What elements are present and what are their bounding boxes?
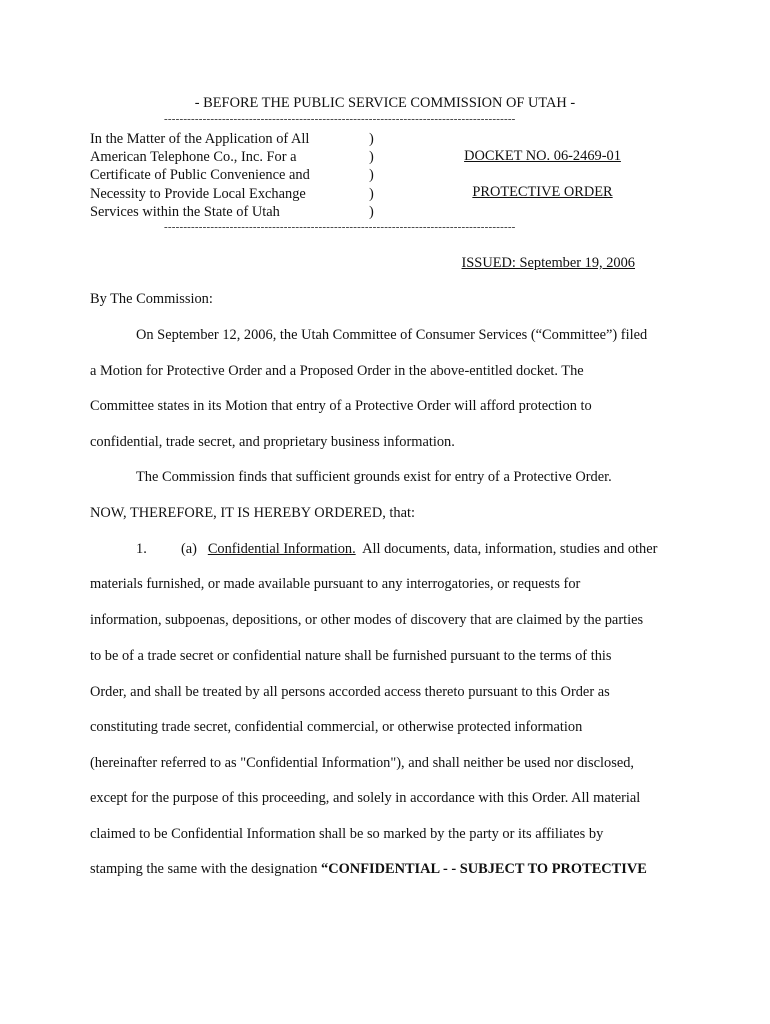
item-number: 1. <box>136 541 147 557</box>
item-first-rest: All documents, data, information, studies and other <box>355 541 658 557</box>
item-sub-label: (a) <box>181 541 197 557</box>
paragraph-line: information, subpoenas, depositions, or other modes of discovery that are claimed by the parties <box>90 612 644 628</box>
order-title: PROTECTIVE ORDER <box>472 184 613 200</box>
matter-caption <box>90 130 310 221</box>
matter-line: Services within the State of Utah <box>90 203 280 220</box>
item-heading: Confidential Information. <box>207 541 356 557</box>
commission-heading: - BEFORE THE PUBLIC SERVICE COMMISSION OF UTAH - <box>194 95 576 111</box>
docket-number: DOCKET NO. 06-2469-01 <box>464 148 621 164</box>
paren: ) <box>369 167 374 184</box>
paragraph-line: (hereinafter referred to as "Confidential Information"), and shall neither be used nor disclosed, <box>90 755 635 771</box>
paragraph-line: to be of a trade secret or confidential nature shall be furnished pursuant to the terms of this <box>90 648 612 664</box>
paragraph-line: confidential, trade secret, and proprietary business information. <box>90 434 455 450</box>
paren: ) <box>369 185 374 202</box>
paragraph-line: a Motion for Protective Order and a Proposed Order in the above-entitled docket. The <box>90 363 584 379</box>
confidential-designation: “CONFIDENTIAL - - SUBJECT TO PROTECTIVE <box>321 861 647 877</box>
matter-line: In the Matter of the Application of All <box>90 131 310 147</box>
matter-line: Necessity to Provide Local Exchange <box>90 185 306 202</box>
divider-bottom: ------------------------------------------------------------------------------------------- <box>164 221 516 233</box>
matter-line: American Telephone Co., Inc. For a <box>90 149 297 166</box>
paren: ) <box>369 131 374 147</box>
paragraph-line: except for the purpose of this proceeding, and solely in accordance with this Order. All material <box>90 790 641 806</box>
ordered-clause: NOW, THEREFORE, IT IS HEREBY ORDERED, that: <box>90 505 415 521</box>
divider-top: ------------------------------------------------------------------------------------------- <box>164 113 516 125</box>
paragraph-line: constituting trade secret, confidential commercial, or otherwise protected information <box>90 719 583 735</box>
matter-line: Certificate of Public Convenience and <box>90 167 310 184</box>
paragraph-line-last <box>90 861 647 878</box>
paren: ) <box>369 203 374 220</box>
issued-date: ISSUED: September 19, 2006 <box>461 255 635 271</box>
paragraph-line: claimed to be Confidential Information shall be so marked by the party or its affiliates by <box>90 826 604 842</box>
caption-parentheses <box>369 130 374 221</box>
paren: ) <box>369 149 374 166</box>
paragraph-line: On September 12, 2006, the Utah Committee of Consumer Services (“Committee”) filed <box>136 327 648 343</box>
item-first-line <box>181 541 657 558</box>
last-line-text: stamping the same with the designation <box>90 861 322 877</box>
paragraph-line: materials furnished, or made available pursuant to any interrogatories, or requests for <box>90 576 581 592</box>
paragraph-line: Order, and shall be treated by all persons accorded access thereto pursuant to this Order as <box>90 684 610 700</box>
paragraph-line: Committee states in its Motion that entry of a Protective Order will afford protection to <box>90 398 592 414</box>
by-commission: By The Commission: <box>90 291 213 307</box>
finding-paragraph: The Commission finds that sufficient grounds exist for entry of a Protective Order. <box>136 469 612 485</box>
